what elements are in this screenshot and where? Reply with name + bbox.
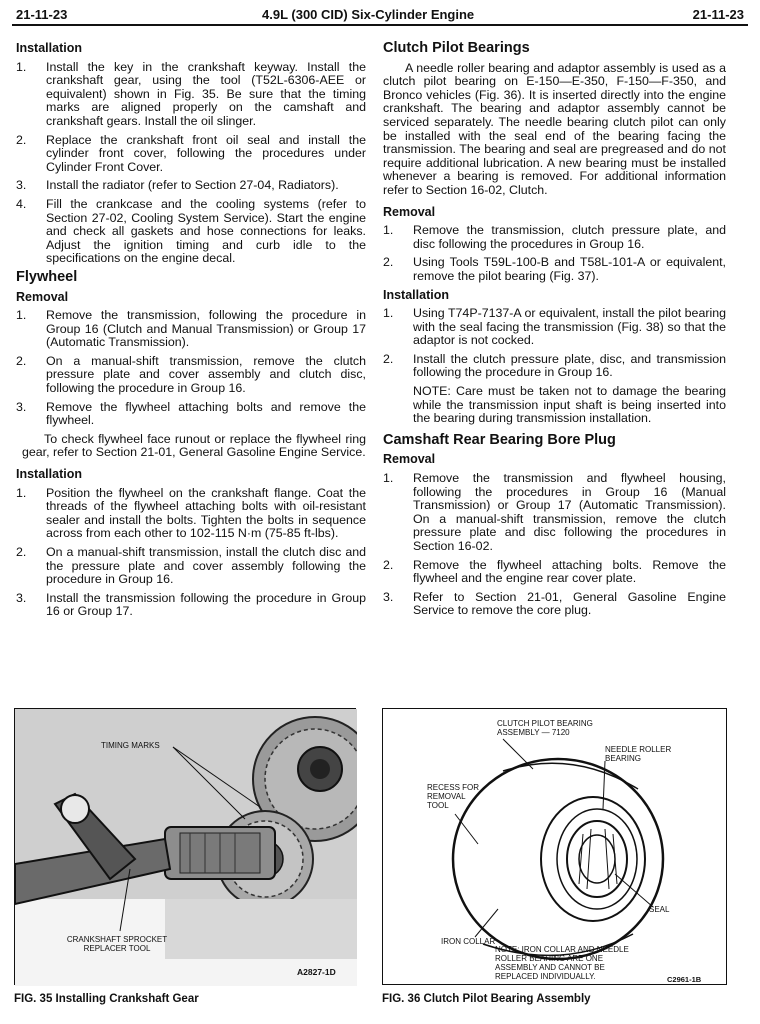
assembly-label: CLUTCH PILOT BEARING ASSEMBLY — 7120	[497, 719, 593, 737]
installation-heading: Installation	[383, 287, 449, 302]
list-item: 2. On a manual-shift transmission, install the clutch disc and the pressure plate and cover assembly following the procedure in Group 16.	[16, 545, 366, 587]
note-paragraph: NOTE: Care must be taken not to damage the bearing while the transmission input shaft is being inserted into the bearing during transmission installation.	[413, 384, 726, 426]
removal-steps	[383, 224, 726, 283]
installation-heading: Installation	[16, 41, 82, 55]
figure-36	[382, 708, 727, 985]
list-item: 3. Install the radiator (refer to Section 27-04, Radiators).	[16, 178, 339, 193]
runout-paragraph: To check flywheel face runout or replace the flywheel ring gear, refer to Section 21-01, General Gasoline Engine Service.	[22, 431, 366, 460]
list-item: 3. Install the transmission following the procedure in Group 16 or Group 17.	[16, 590, 366, 619]
figure-35	[14, 708, 356, 985]
list-item: 1. Remove the transmission and flywheel housing, following the procedures in Group 16 (Manual Transmission) or Group 17 (Automatic Transmission). On a manual-shift transmission, remove the clutch pressure plate and disc following the procedures in Section 16-02.	[383, 471, 726, 553]
header-title: 4.9L (300 CID) Six-Cylinder Engine	[262, 7, 475, 22]
list-item: 2. On a manual-shift transmission, remove the clutch pressure plate and cover assembly and clutch disc, following the procedure in Group 16.	[16, 353, 366, 396]
removal-heading: Removal	[383, 204, 436, 219]
assembly-note: NOTE: IRON COLLAR AND NEEDLE ROLLER BEARING ARE ONE ASSEMBLY AND CANNOT BE REPLACED INDIVIDUALLY.	[495, 945, 629, 981]
removal-heading: Removal	[16, 289, 69, 304]
clutch-heading: Clutch Pilot Bearings	[383, 40, 530, 56]
installation2-heading: Installation	[16, 467, 82, 482]
seal-label: SEAL	[649, 905, 670, 914]
list-item: 3. Refer to Section 21-01, General Gasoline Engine Service to remove the core plug.	[383, 589, 726, 618]
list-item: 1. Remove the transmission, clutch pressure plate, and disc following the procedures in Group 16.	[383, 223, 726, 251]
page-number-left: 21-11-23	[16, 7, 68, 22]
flywheel-heading: Flywheel	[16, 268, 78, 285]
removal2-heading: Removal	[383, 452, 436, 467]
list-item: 4. Fill the crankcase and the cooling systems (refer to Section 27-02, Cooling System Service). Start the engine and check all gaskets and hose connections for leaks. Adjust the ignition timing and curb idle to the specifications on the engine decal.	[16, 196, 366, 266]
page-number-right: 21-11-23	[692, 7, 744, 22]
list-item: 1. Remove the transmission, following the procedure in Group 16 (Clutch and Manual Transmission) or Group 17 (Automatic Transmission).	[16, 308, 366, 350]
installation2-steps	[16, 487, 366, 619]
left-column	[16, 38, 366, 624]
list-item: 2. Using Tools T59L-100-B and T58L-101-A or equivalent, remove the pilot bearing (Fig. 37).	[383, 255, 726, 283]
list-item: 1. Install the key in the crankshaft keyway. Install the crankshaft gear, using the tool (T52L-6306-AEE or equivalent) shown in Fig. 35. Be sure that the timing marks are aligned properly on the camshaft and crankshaft gears. Install the oil slinger.	[16, 59, 366, 128]
list-item: 2. Replace the crankshaft front oil seal and install the cylinder front cover, following the procedures under Cylinder Front Cover.	[16, 132, 366, 174]
installation-steps	[383, 307, 726, 380]
iron-collar-label: IRON COLLAR	[441, 937, 496, 946]
figure-36-caption: FIG. 36 Clutch Pilot Bearing Assembly	[382, 993, 591, 1005]
clutch-paragraph: A needle roller bearing and adaptor assembly is used as a clutch pilot bearing on E-150—E-350, F-150—F-350, and Bronco vehicles (Fig. 36). It is inserted directly into the engine crankshaft. The bearing and adaptor assembly cannot be serviced separately. The needle bearing clutch pilot can only be installed with the seal end of the bearing facing the transmission. The bearing and seal are pregreased and do not require additional lubrication. A new bearing must be installed whenever a bearing is removed. For additional information refer to Section 16-02, Clutch.	[383, 60, 726, 197]
list-item: 2. Install the clutch pressure plate, disc, and transmission following the procedure in Group 16.	[383, 351, 726, 380]
page-header	[12, 4, 748, 26]
timing-marks-label: TIMING MARKS	[101, 741, 160, 750]
list-item: 3. Remove the flywheel attaching bolts and remove the flywheel.	[16, 399, 366, 428]
list-item: 1. Position the flywheel on the crankshaft flange. Coat the threads of the flywheel attaching bolts with oil-resistant sealer and install the bolts. Tighten the bolts in sequence across from each other to 102-115 N·m (75-85 ft-lbs).	[16, 485, 366, 541]
removal-steps	[16, 309, 366, 428]
sprocket-label: CRANKSHAFT SPROCKET REPLACER TOOL	[66, 935, 168, 953]
installation-steps	[16, 61, 366, 266]
list-item: 1. Using T74P-7137-A or equivalent, install the pilot bearing with the seal facing the transmission (Fig. 38) so that the adaptor is not cocked.	[383, 306, 726, 348]
figure-id: C2961-1B	[667, 975, 702, 984]
camshaft-heading: Camshaft Rear Bearing Bore Plug	[383, 431, 616, 448]
list-item: 2. Remove the flywheel attaching bolts. Remove the flywheel and the engine rear cover plate.	[383, 557, 726, 586]
removal2-steps	[383, 472, 726, 618]
recess-label: RECESS FOR REMOVAL TOOL	[427, 783, 480, 810]
needle-roller-label: NEEDLE ROLLER BEARING	[605, 745, 672, 763]
figure-35-caption: FIG. 35 Installing Crankshaft Gear	[14, 993, 199, 1005]
right-column	[383, 38, 726, 623]
figure-id: A2827-1D	[297, 967, 336, 977]
